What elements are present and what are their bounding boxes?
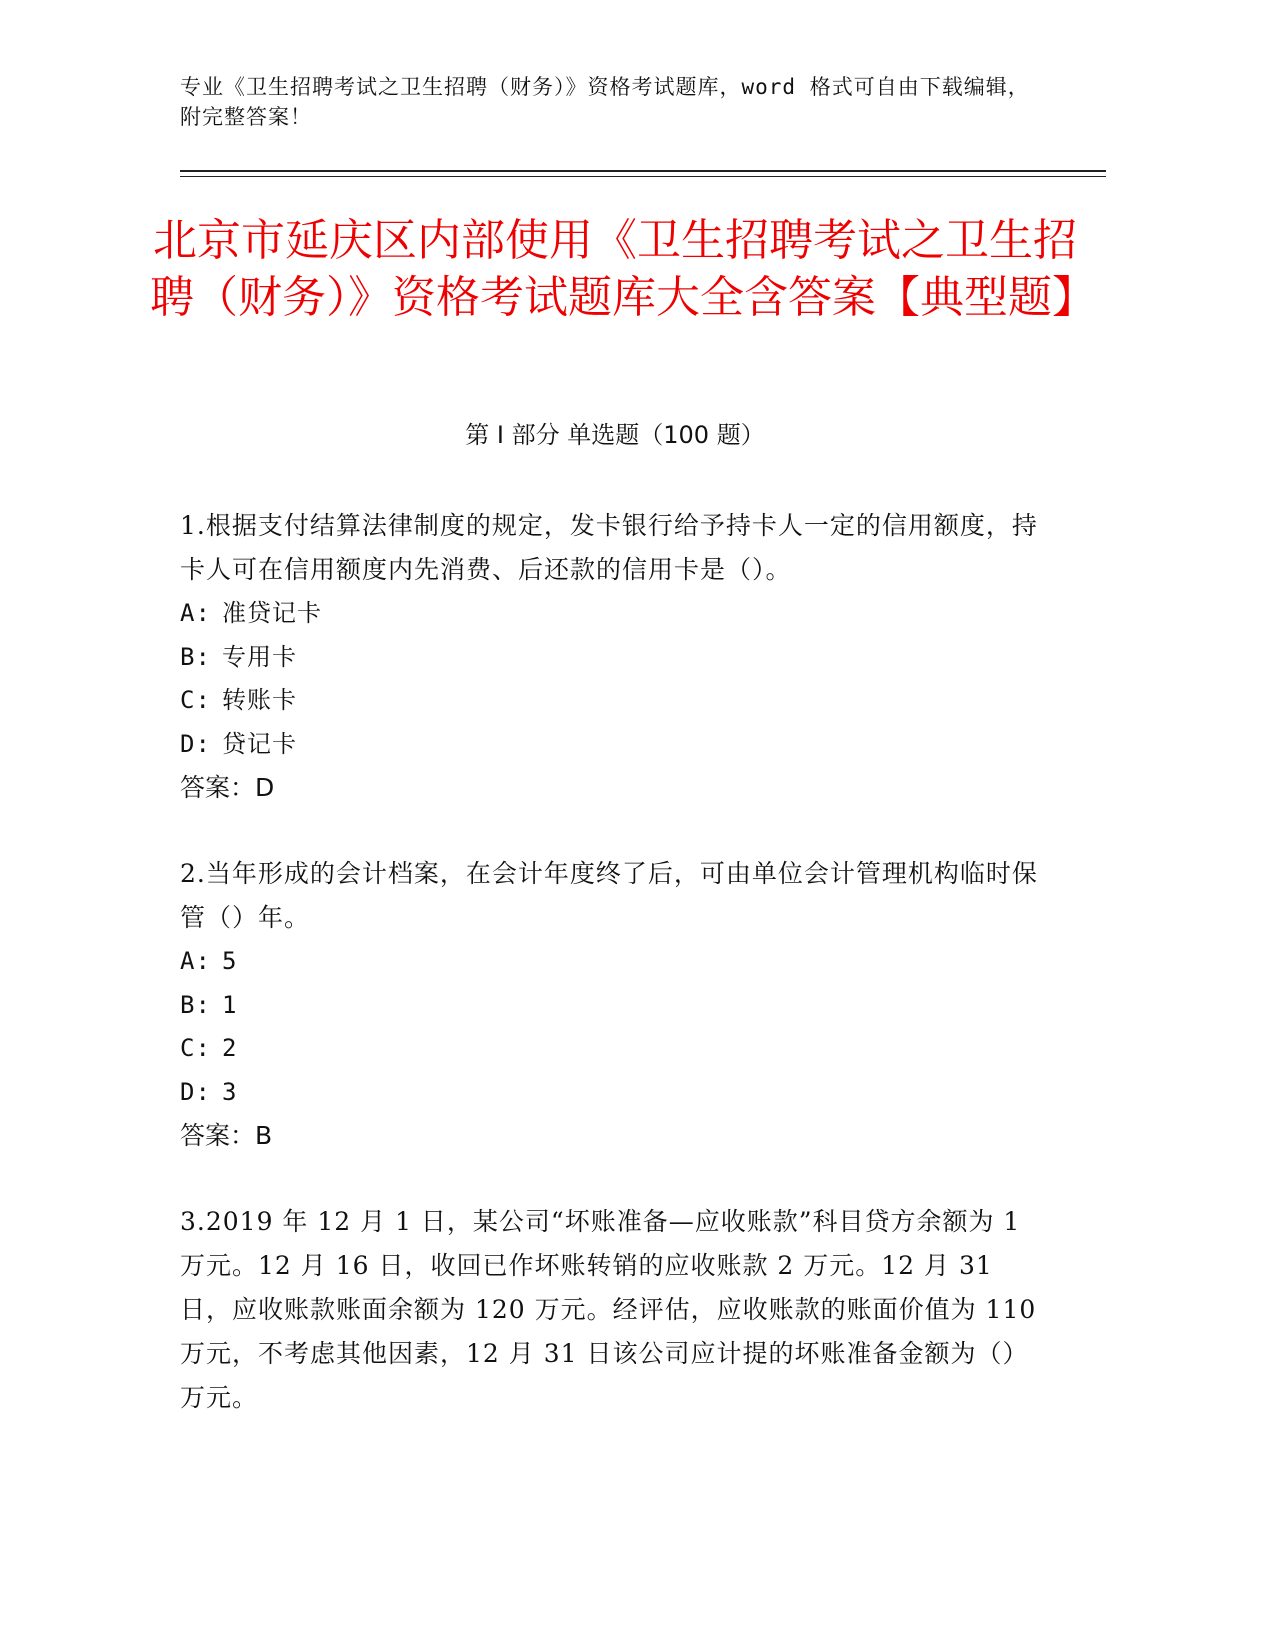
option-value: 专用卡: [222, 642, 297, 671]
option-value: 贷记卡: [222, 729, 297, 758]
option-key: C:: [180, 686, 211, 714]
option-d: [180, 723, 1040, 767]
question-text: 1.根据支付结算法律制度的规定，发卡银行给予持卡人一定的信用额度，持卡人可在信用额度内先消费、后还款的信用卡是（）。: [180, 511, 1038, 584]
option-key: B:: [180, 642, 211, 671]
option-value: 5: [222, 947, 238, 975]
option-value: 准贷记卡: [222, 599, 322, 627]
option-b: [180, 984, 1040, 1028]
option-key: A:: [180, 599, 211, 627]
section-heading: 第 I 部分 单选题（100 题）: [465, 421, 765, 449]
header-divider-thin: [180, 176, 1106, 177]
document-title: 北京市延庆区内部使用《卫生招聘考试之卫生招聘（财务）》资格考试题库大全含答案【典型题】: [150, 215, 1096, 323]
question-1: [180, 504, 1040, 810]
option-d: [180, 1071, 1040, 1115]
option-b: [180, 636, 1040, 680]
option-c: [180, 679, 1040, 723]
option-key: A:: [180, 947, 211, 975]
question-text: 3.2019 年 12 月 1 日，某公司“坏账准备—应收账款”科目贷方余额为 1 万元。12 月 16 日，收回已作坏账转销的应收账款 2 万元。12 月 31 日，应收账款账面余额为 120 万元。经评估，应收账款的账面价值为 110 万元，不考虑其他因素，12 月 31 日该公司应计提的坏账准备金额为（）万元。: [180, 1207, 1037, 1412]
option-key: D:: [180, 729, 211, 758]
option-a: [180, 940, 1040, 984]
option-value: 2: [222, 1034, 238, 1062]
header-note: 专业《卫生招聘考试之卫生招聘（财务）》资格考试题库，word 格式可自由下载编辑，附完整答案！: [180, 75, 1030, 129]
answer-line: 答案：D: [180, 773, 275, 802]
question-text: 2.当年形成的会计档案，在会计年度终了后，可由单位会计管理机构临时保管（）年。: [180, 859, 1038, 932]
question-2: [180, 852, 1040, 1158]
header-divider-thick: [180, 170, 1106, 172]
option-c: [180, 1027, 1040, 1071]
option-value: 3: [222, 1077, 238, 1106]
option-key: D:: [180, 1077, 211, 1106]
option-key: B:: [180, 990, 211, 1019]
option-a: [180, 592, 1040, 636]
option-key: C:: [180, 1034, 211, 1062]
question-3: [180, 1200, 1040, 1420]
option-value: 1: [222, 990, 238, 1019]
option-value: 转账卡: [222, 686, 297, 714]
answer-line: 答案：B: [180, 1121, 273, 1150]
